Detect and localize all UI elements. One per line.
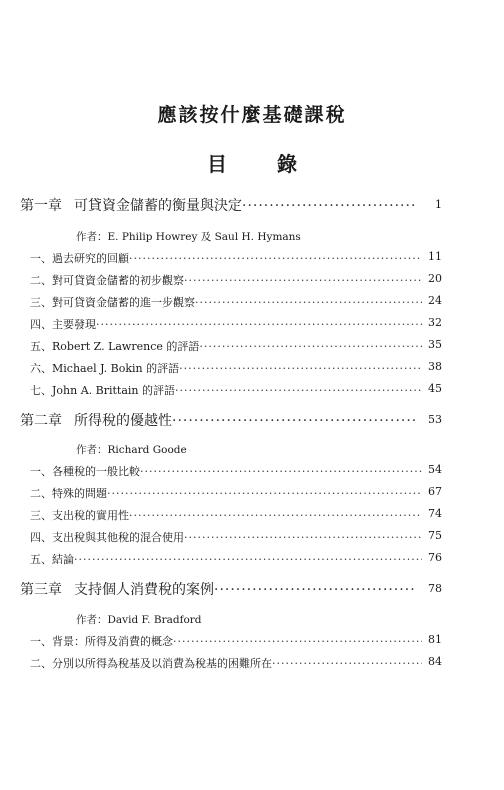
section-page-number: 35 <box>428 338 442 351</box>
section-title: 一、背景：所得及消費的概念 <box>30 635 173 648</box>
section-entry[interactable] <box>0 272 504 290</box>
section-page-number: 54 <box>428 463 442 476</box>
section-entry[interactable] <box>0 655 504 673</box>
section-entry[interactable] <box>0 463 504 481</box>
section-title: 七、John A. Brittain 的評語 <box>30 384 175 397</box>
leader-dots <box>172 413 416 429</box>
section-page-number: 11 <box>428 250 442 263</box>
leader-dots <box>195 296 422 309</box>
section-page-number: 38 <box>428 360 442 373</box>
chapter-page-number: 53 <box>428 413 442 426</box>
leader-dots <box>214 582 416 598</box>
leader-dots <box>140 465 422 478</box>
section-entry[interactable] <box>0 382 504 400</box>
section-entry[interactable] <box>0 507 504 525</box>
chapter-author: 作者：Richard Goode <box>76 444 187 456</box>
leader-dots <box>74 553 422 566</box>
section-page-number: 45 <box>428 382 442 395</box>
toc-heading-char-1: 目 <box>207 152 227 176</box>
chapter-number: 第二章 <box>20 413 62 429</box>
leader-dots <box>242 198 416 214</box>
section-title: 一、各種稅的一般比較 <box>30 465 140 478</box>
toc-heading <box>0 148 504 177</box>
section-title: 二、特殊的問題 <box>30 487 107 500</box>
chapter-number: 第三章 <box>20 582 62 598</box>
chapter-title: 可貸資金儲蓄的衡量與決定 <box>74 198 242 214</box>
section-entry[interactable] <box>0 294 504 312</box>
section-entry[interactable] <box>0 529 504 547</box>
section-entry[interactable] <box>0 338 504 356</box>
chapter-page-number: 1 <box>435 198 442 211</box>
chapter-entry-1[interactable] <box>0 195 504 213</box>
section-page-number: 32 <box>428 316 442 329</box>
section-title: 三、支出稅的實用性 <box>30 509 129 522</box>
chapter-entry-3[interactable] <box>0 579 504 597</box>
leader-dots <box>129 509 422 522</box>
section-title: 四、支出稅與其他稅的混合使用 <box>30 531 184 544</box>
section-page-number: 67 <box>428 485 442 498</box>
section-page-number: 74 <box>428 507 442 520</box>
leader-dots <box>184 531 422 544</box>
section-title: 四、主要發現 <box>30 318 96 331</box>
leader-dots <box>173 635 422 648</box>
chapter-title: 支持個人消費稅的案例 <box>74 582 214 598</box>
section-title: 五、結論 <box>30 553 74 566</box>
section-entry[interactable] <box>0 551 504 569</box>
chapter-title: 所得稅的優越性 <box>74 413 172 429</box>
section-entry[interactable] <box>0 633 504 651</box>
section-title: 二、對可貸資金儲蓄的初步觀察 <box>30 274 184 287</box>
toc-heading-char-2: 錄 <box>277 152 297 176</box>
leader-dots <box>96 318 422 331</box>
section-entry[interactable] <box>0 316 504 334</box>
leader-dots <box>179 362 422 375</box>
section-title: 三、對可貸資金儲蓄的進一步觀察 <box>30 296 195 309</box>
section-title: 六、Michael J. Bokin 的評語 <box>30 362 180 375</box>
leader-dots <box>107 487 422 500</box>
section-page-number: 75 <box>428 529 442 542</box>
section-entry[interactable] <box>0 250 504 268</box>
section-page-number: 84 <box>428 655 442 668</box>
chapter-author: 作者：E. Philip Howrey 及 Saul H. Hymans <box>76 231 301 243</box>
section-title: 二、分別以所得為稅基及以消費為稅基的困難所在 <box>30 657 272 670</box>
section-title: 一、過去研究的回顧 <box>30 252 129 265</box>
leader-dots <box>129 252 422 265</box>
book-title: 應該按什麼基礎課稅 <box>157 104 347 126</box>
section-title: 五、Robert Z. Lawrence 的評語 <box>30 340 200 353</box>
chapter-page-number: 78 <box>428 582 442 595</box>
section-entry[interactable] <box>0 485 504 503</box>
section-page-number: 20 <box>428 272 442 285</box>
section-page-number: 81 <box>428 633 442 646</box>
chapter-number: 第一章 <box>20 198 62 214</box>
leader-dots <box>272 657 422 670</box>
leader-dots <box>199 340 422 353</box>
section-page-number: 76 <box>428 551 442 564</box>
chapter-entry-2[interactable] <box>0 410 504 428</box>
leader-dots <box>175 384 422 397</box>
leader-dots <box>184 274 422 287</box>
section-page-number: 24 <box>428 294 442 307</box>
chapter-author: 作者：David F. Bradford <box>76 614 202 626</box>
section-entry[interactable] <box>0 360 504 378</box>
